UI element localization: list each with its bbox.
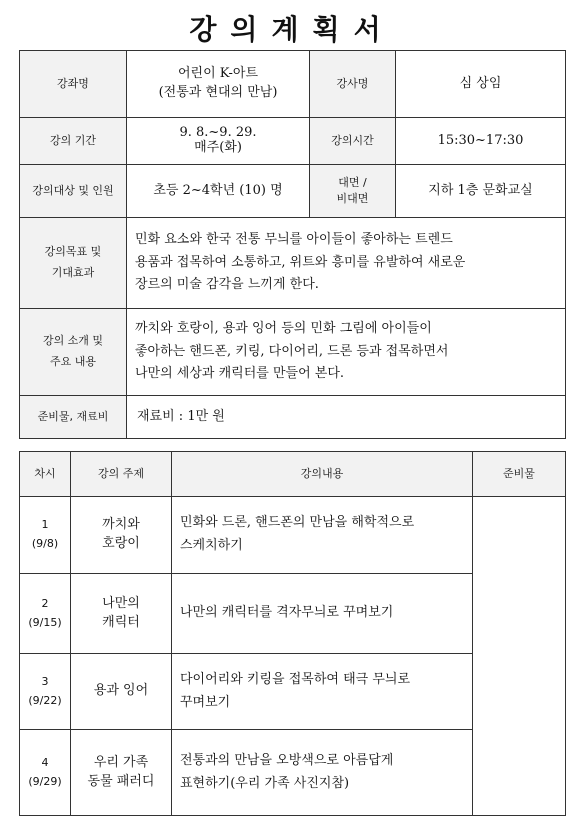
mode-label-line2: 비대면: [336, 192, 369, 205]
content-line: 표현하기(우리 가족 사진지참): [180, 775, 350, 791]
session-cell: [20, 497, 71, 574]
instructor-label: 강사명: [310, 51, 396, 118]
goal-label: [20, 218, 127, 309]
period-label: 강의 기간: [20, 118, 127, 165]
header-materials: 준비물: [473, 452, 566, 497]
period-line2: 매주(화): [194, 140, 242, 155]
content-cell: [172, 574, 473, 654]
intro-line: 좋아하는 핸드폰, 키링, 다이어리, 드론 등과 접목하면서: [135, 343, 449, 359]
materials-fee: 재료비 : 1만 원: [127, 396, 566, 439]
time-label: 강의시간: [310, 118, 396, 165]
content-cell: [172, 497, 473, 574]
goal-label-line1: 강의목표 및: [44, 245, 102, 259]
topic-line: 까치와: [102, 517, 140, 533]
mode-label: [310, 165, 396, 218]
topic-line: 동물 패러디: [87, 773, 155, 789]
goal-line: 용품과 접목하여 소통하고, 위트와 흥미를 유발하여 새로운: [135, 254, 466, 270]
lecture-time: 15:30~17:30: [396, 118, 566, 165]
intro-label-line1: 강의 소개 및: [42, 334, 104, 348]
course-name-line2: (전통과 현대의 만남): [158, 85, 278, 100]
session-cell: [20, 574, 71, 654]
location: 지하 1층 문화교실: [396, 165, 566, 218]
session-number: 4: [41, 755, 49, 769]
intro-line: 나만의 세상과 캐릭터를 만들어 본다.: [135, 366, 345, 382]
topic-line: 나만의: [102, 595, 140, 611]
session-number: 2: [41, 596, 49, 610]
session-cell: [20, 654, 71, 730]
topic-cell: [71, 497, 172, 574]
table-row: [20, 497, 566, 574]
session-date: (9/29): [28, 774, 62, 788]
intro-label-line2: 주요 내용: [49, 355, 96, 368]
content-cell: [172, 654, 473, 730]
materials-label: 준비물, 재료비: [20, 396, 127, 439]
topic-cell: [71, 574, 172, 654]
content-line: 꾸며보기: [180, 694, 231, 710]
topic-line: 용과 잉어: [93, 683, 149, 699]
intro-label: [20, 309, 127, 396]
goal-label-line2: 기대효과: [51, 266, 95, 279]
mode-label-line1: 대면 /: [338, 176, 367, 190]
course-name-line1: 어린이 K-아트: [177, 66, 259, 82]
target-label: 강의대상 및 인원: [20, 165, 127, 218]
session-date: (9/8): [31, 537, 59, 550]
session-cell: [20, 730, 71, 816]
schedule-table: [19, 451, 566, 816]
content-line: 스케치하기: [180, 538, 243, 553]
intro-text: [127, 309, 566, 396]
period: [127, 118, 310, 165]
topic-line: 호랑이: [102, 536, 140, 551]
content-cell: [172, 730, 473, 816]
content-line: 나만의 캐릭터를 격자무늬로 꾸며보기: [180, 605, 394, 621]
topic-line: 우리 가족: [93, 754, 149, 770]
course-info-table: [19, 50, 566, 439]
topic-cell: [71, 730, 172, 816]
goal-line: 장르의 미술 감각을 느끼게 한다.: [135, 277, 319, 293]
topic-line: 캐릭터: [102, 614, 140, 630]
content-line: 다이어리와 키링을 접목하여 태극 무늬로: [180, 671, 411, 687]
session-number: 1: [41, 518, 49, 532]
session-number: 3: [41, 674, 49, 688]
content-line: 전통과의 만남을 오방색으로 아름답게: [180, 752, 394, 768]
instructor-name: 심 상임: [396, 51, 566, 118]
goal-line: 민화 요소와 한국 전통 무늬를 아이들이 좋아하는 트렌드: [135, 231, 453, 247]
topic-cell: [71, 654, 172, 730]
period-line1: 9. 8.~9. 29.: [179, 125, 257, 141]
header-session: 차시: [20, 452, 71, 497]
page-title: 강의계획서: [189, 13, 395, 46]
target-audience: 초등 2~4학년 (10) 명: [127, 165, 310, 218]
header-content: 강의내용: [172, 452, 473, 497]
session-date: (9/22): [28, 693, 62, 707]
goal-text: [127, 218, 566, 309]
materials-column: [473, 497, 566, 816]
header-topic: 강의 주제: [71, 452, 172, 497]
content-line: 민화와 드론, 핸드폰의 만남을 해학적으로: [180, 515, 415, 531]
course-name: [127, 51, 310, 118]
course-name-label: 강좌명: [20, 51, 127, 118]
intro-line: 까치와 호랑이, 용과 잉어 등의 민화 그림에 아이들이: [135, 320, 432, 336]
session-date: (9/15): [28, 615, 62, 629]
